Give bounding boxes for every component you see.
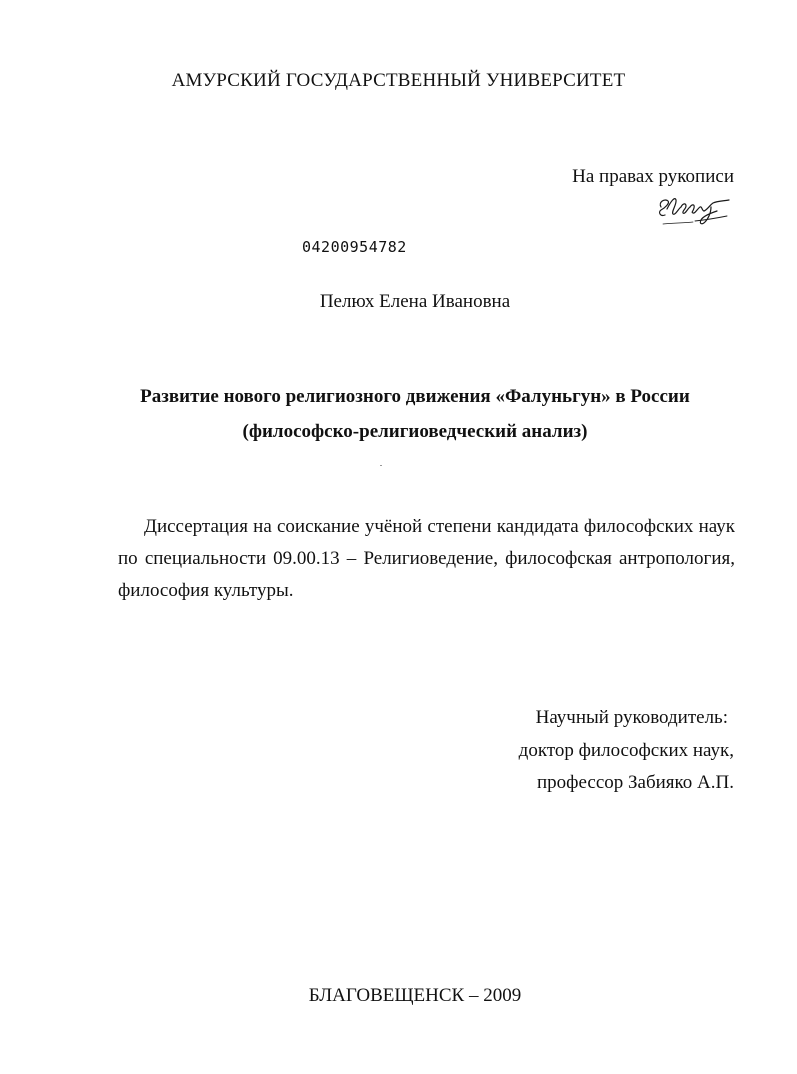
document-number: 04200954782	[302, 238, 407, 256]
dissertation-title-line-2: (философско-религиоведческий анализ)	[242, 421, 588, 442]
city-year: БЛАГОВЕЩЕНСК – 2009	[308, 985, 522, 1006]
supervisor-degree: доктор философских наук,	[518, 739, 734, 761]
dissertation-title-line-1: Развитие нового религиозного движения «Фалуньгун» в России	[140, 386, 690, 407]
university-name: АМУРСКИЙ ГОСУДАРСТВЕННЫЙ УНИВЕРСИТЕТ	[171, 70, 626, 91]
supervisor-name: профессор Забияко А.П.	[537, 772, 734, 793]
supervisor-heading: Научный руководитель:	[535, 707, 728, 728]
dissertation-description: Диссертация на соискание учёной степени кандидата философских наук по специальности 09.00.13 – Религиоведение, философская антропология, философия культуры.	[118, 516, 735, 601]
handwritten-signature	[655, 191, 739, 231]
supervisor-block	[519, 702, 734, 800]
scan-speck	[380, 465, 382, 466]
author-name: Пелюх Елена Ивановна	[319, 291, 511, 312]
manuscript-rights-note: На правах рукописи	[572, 166, 734, 187]
